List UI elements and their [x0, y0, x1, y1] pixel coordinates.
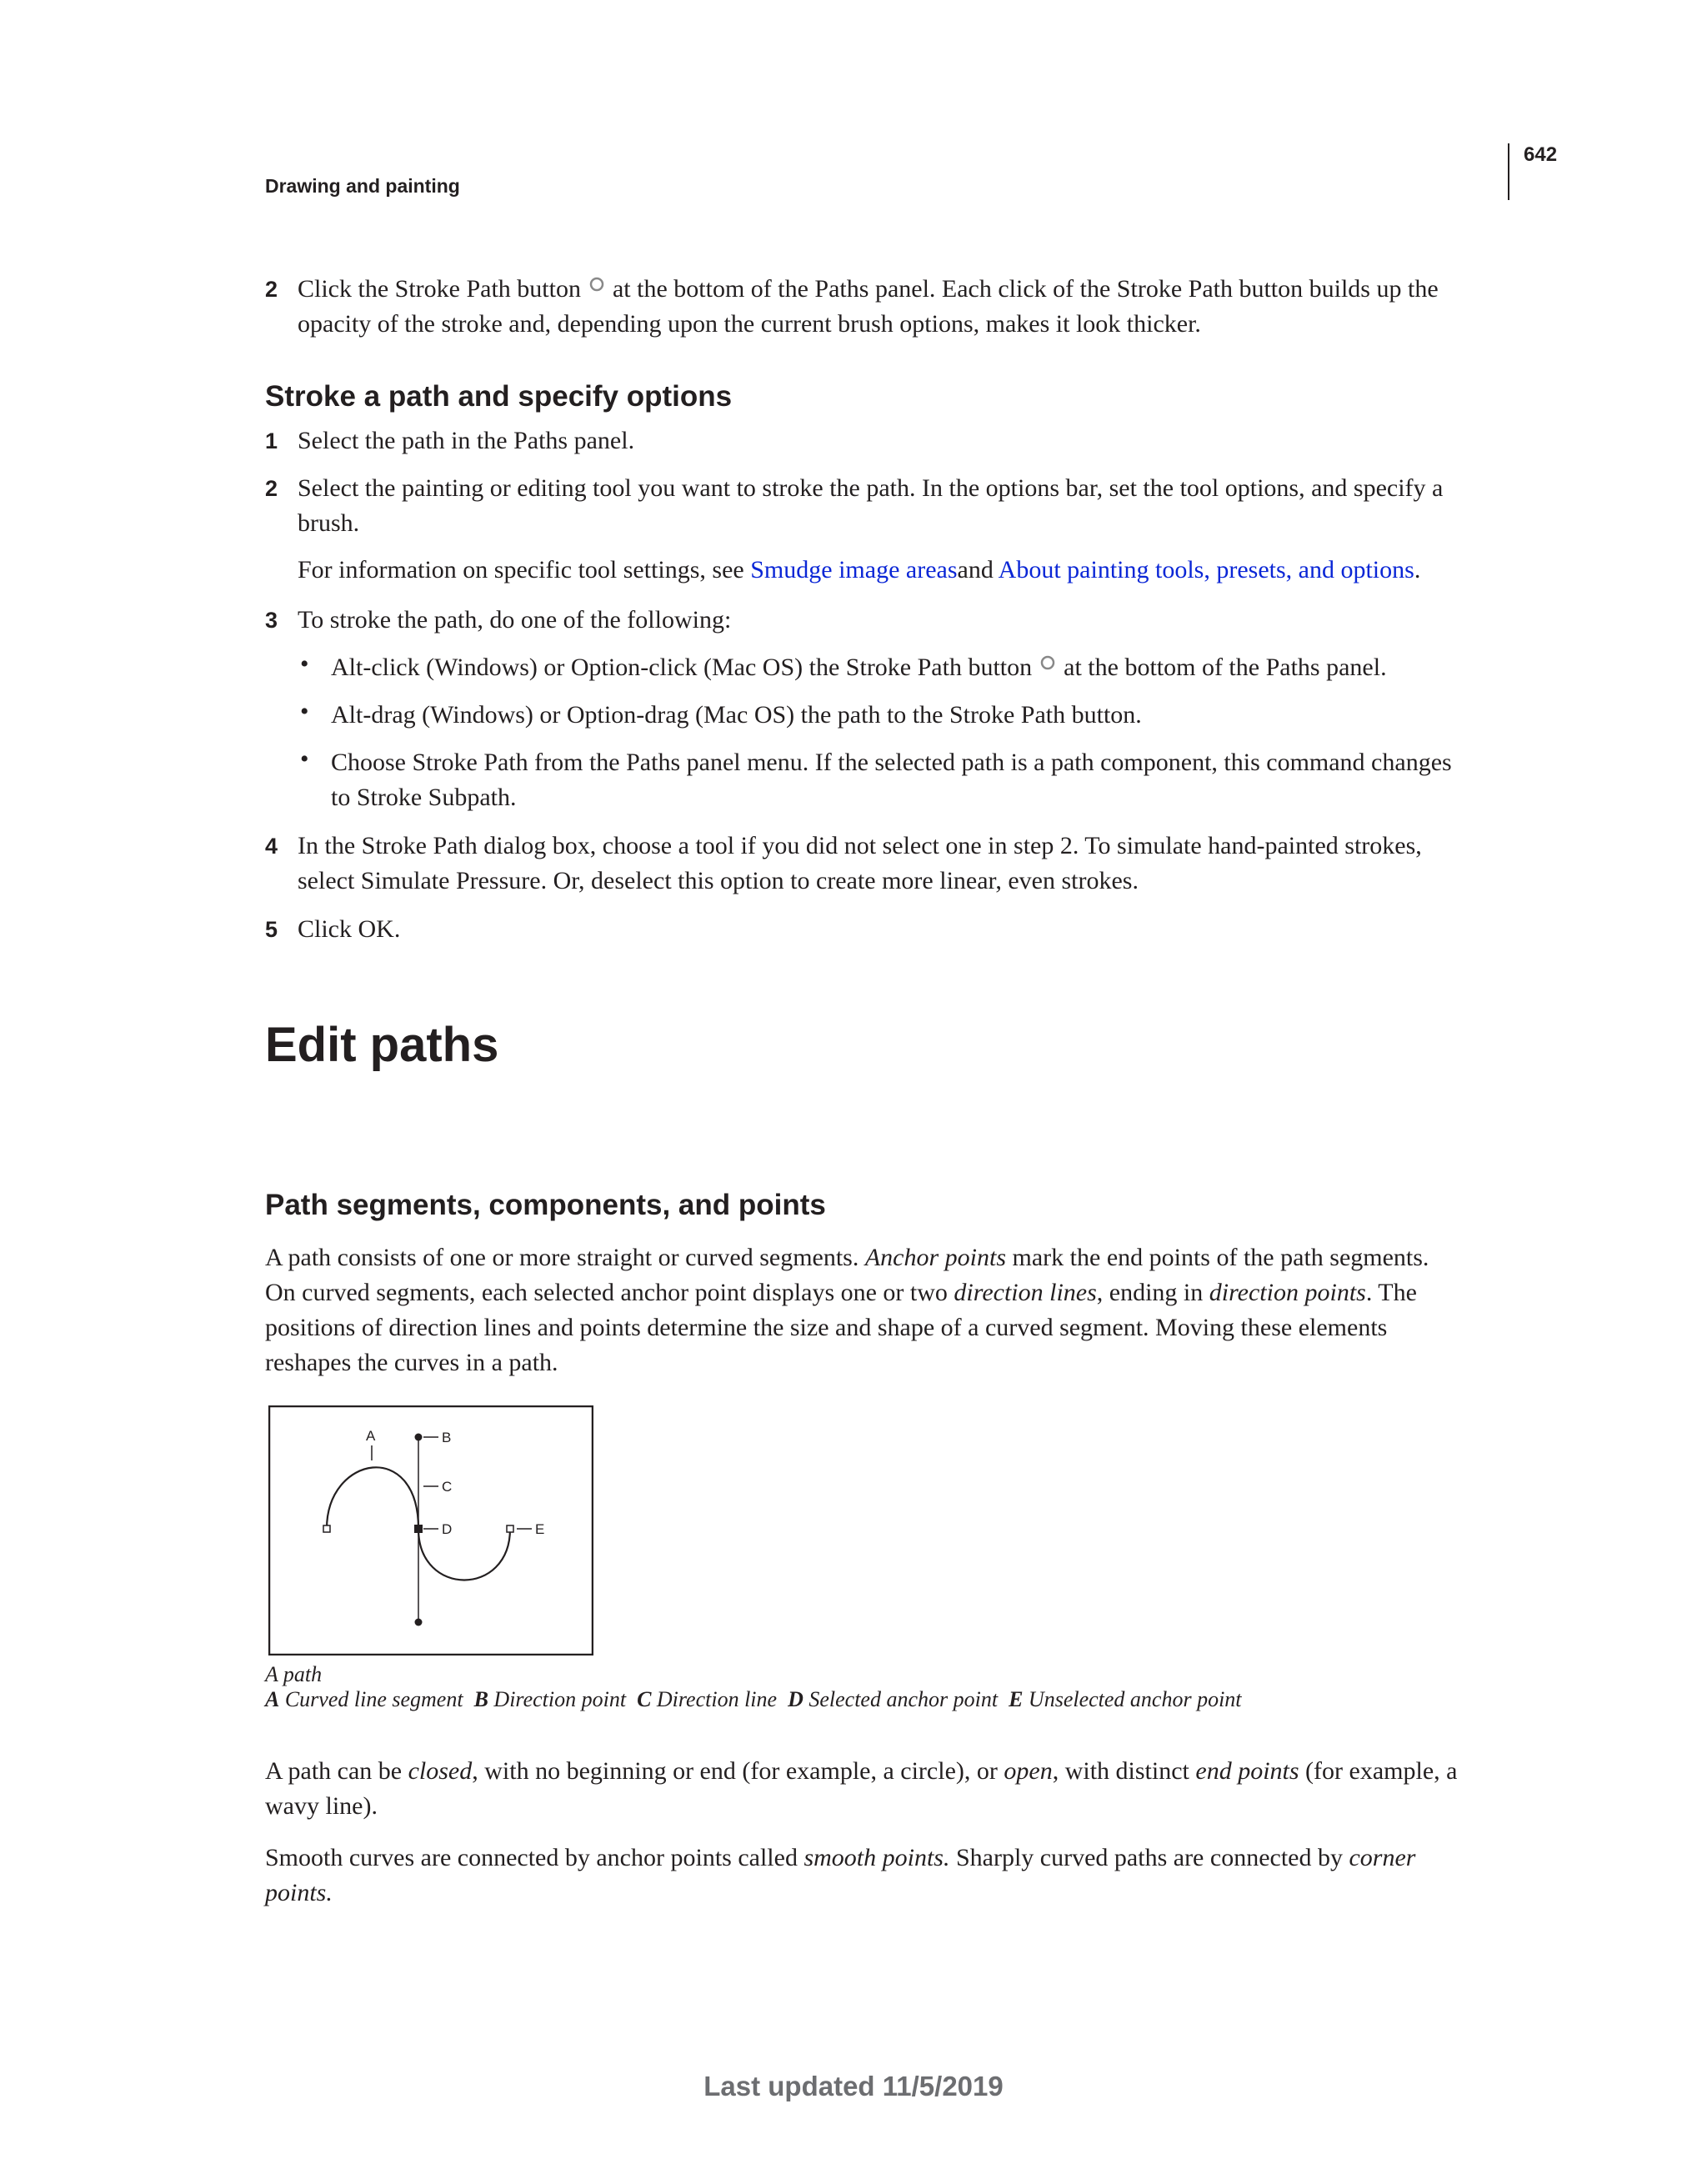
unselected-anchor-point: [507, 1525, 513, 1532]
section-heading: Path segments, components, and points: [265, 1189, 826, 1221]
para-text: Sharply curved paths are connected by: [949, 1844, 1349, 1871]
unselected-anchor-point: [323, 1525, 330, 1532]
bullet-item: [331, 745, 1535, 815]
info-text: and: [957, 556, 999, 584]
step-text-part: brush.: [298, 509, 360, 537]
figure-caption-title: A path: [265, 1662, 323, 1686]
label-d: D: [442, 1521, 453, 1537]
footer-last-updated: Last updated 11/5/2019: [703, 2071, 1004, 2101]
step-number: 5: [265, 917, 278, 942]
step-text-part: at the bottom of the Paths panel. Each click of the Stroke Path button builds up the: [612, 275, 1439, 303]
bullet-item: [331, 650, 1535, 685]
step-number: 4: [265, 834, 278, 859]
para-term: end points: [1195, 1757, 1299, 1785]
para-text: A path consists of one or more straight or curved segments.: [265, 1244, 865, 1271]
caption-text: Selected anchor point: [808, 1687, 999, 1711]
para-text: reshapes the curves in a path.: [265, 1349, 558, 1376]
smudge-image-areas-link[interactable]: Smudge image areas: [750, 556, 958, 584]
label-b: B: [442, 1430, 452, 1445]
figure-caption-legend: [265, 1687, 1242, 1712]
header-divider: [1508, 143, 1509, 200]
step-text: To stroke the path, do one of the following:: [298, 606, 732, 634]
para-text: , with no beginning or end (for example, a circle), or: [472, 1757, 1004, 1785]
body-paragraph: [265, 1754, 1540, 1824]
stroke-path-icon: [588, 275, 606, 293]
step-text-part: Select the painting or editing tool you want to stroke the path. In the options bar, set the tool options, and specify a: [298, 474, 1444, 502]
info-text: .: [1414, 556, 1421, 584]
section-heading: Stroke a path and specify options: [265, 380, 733, 413]
para-term: points.: [265, 1879, 333, 1906]
bullet-text: to Stroke Subpath.: [331, 784, 517, 811]
step-text: [298, 471, 1535, 541]
direction-point: [415, 1434, 423, 1441]
para-text: wavy line).: [265, 1792, 378, 1820]
para-term: smooth points.: [803, 1844, 950, 1871]
step-text: [298, 272, 1535, 342]
bullet-marker: •: [300, 698, 309, 725]
caption-key: C: [637, 1687, 652, 1711]
step-text-part: select Simulate Pressure. Or, deselect this option to create more linear, even strokes.: [298, 867, 1139, 894]
info-text: For information on specific tool settings, see: [298, 556, 751, 584]
label-e: E: [535, 1521, 545, 1537]
step-number: 2: [265, 476, 278, 501]
caption-key: A: [265, 1687, 280, 1711]
running-head: Drawing and painting: [265, 175, 460, 197]
bullet-marker: •: [300, 650, 309, 678]
step-text-part: In the Stroke Path dialog box, choose a tool if you did not select one in step 2. To simulate hand-painted strokes,: [298, 832, 1422, 859]
para-term: direction points: [1209, 1279, 1366, 1306]
para-term: corner: [1349, 1844, 1416, 1871]
bullet-text: Choose Stroke Path from the Paths panel menu. If the selected path is a path component, this command changes: [331, 749, 1452, 776]
para-text: A path can be: [265, 1757, 408, 1785]
about-painting-tools-link[interactable]: About painting tools, presets, and options: [998, 556, 1414, 584]
para-text: Smooth curves are connected by anchor points called: [265, 1844, 804, 1871]
step-number: 2: [265, 277, 278, 302]
step-number: 3: [265, 608, 278, 633]
para-text: (for example, a: [1299, 1757, 1458, 1785]
bullet-item: Alt-drag (Windows) or Option-drag (Mac OS) the path to the Stroke Path button.: [331, 701, 1142, 729]
para-term: open: [1004, 1757, 1053, 1785]
caption-key: B: [473, 1687, 488, 1711]
direction-point: [415, 1619, 423, 1626]
para-text: , with distinct: [1052, 1757, 1196, 1785]
stroke-path-icon: [1039, 654, 1057, 672]
body-paragraph: [265, 1841, 1540, 1911]
caption-text: Unselected anchor point: [1028, 1687, 1242, 1711]
caption-key: D: [788, 1687, 803, 1711]
chapter-heading: Edit paths: [265, 1018, 499, 1072]
bullet-text: at the bottom of the Paths panel.: [1064, 654, 1387, 681]
para-term: closed: [408, 1757, 473, 1785]
step-text: Click OK.: [298, 915, 401, 943]
para-text: . The: [1365, 1279, 1417, 1306]
caption-text: Direction line: [656, 1687, 778, 1711]
para-text: mark the end points of the path segments.: [1006, 1244, 1429, 1271]
selected-anchor-point: [414, 1525, 423, 1533]
para-term: Anchor points: [864, 1244, 1007, 1271]
step-text-part: Click the Stroke Path button: [298, 275, 581, 303]
label-c: C: [442, 1479, 453, 1495]
caption-text: Direction point: [493, 1687, 627, 1711]
para-text: On curved segments, each selected anchor point displays one or two: [265, 1279, 954, 1306]
caption-text: Curved line segment: [284, 1687, 463, 1711]
page-number: 642: [1524, 143, 1558, 166]
label-a: A: [366, 1428, 376, 1444]
step-number: 1: [265, 428, 278, 453]
step-text: [298, 829, 1535, 899]
para-term: direction lines: [954, 1279, 1097, 1306]
step-text: Select the path in the Paths panel.: [298, 427, 635, 454]
bullet-marker: •: [300, 745, 309, 773]
bullet-text: Alt-click (Windows) or Option-click (Mac OS) the Stroke Path button: [331, 654, 1033, 681]
step-text-part: opacity of the stroke and, depending upon the current brush options, makes it look thicker.: [298, 310, 1201, 338]
caption-key: E: [1009, 1687, 1024, 1711]
path-diagram: [268, 1405, 593, 1656]
para-text: , ending in: [1096, 1279, 1209, 1306]
para-text: positions of direction lines and points determine the size and shape of a curved segment. Moving these elements: [265, 1314, 1388, 1341]
body-paragraph: [265, 1240, 1540, 1380]
info-paragraph: [298, 553, 1535, 588]
